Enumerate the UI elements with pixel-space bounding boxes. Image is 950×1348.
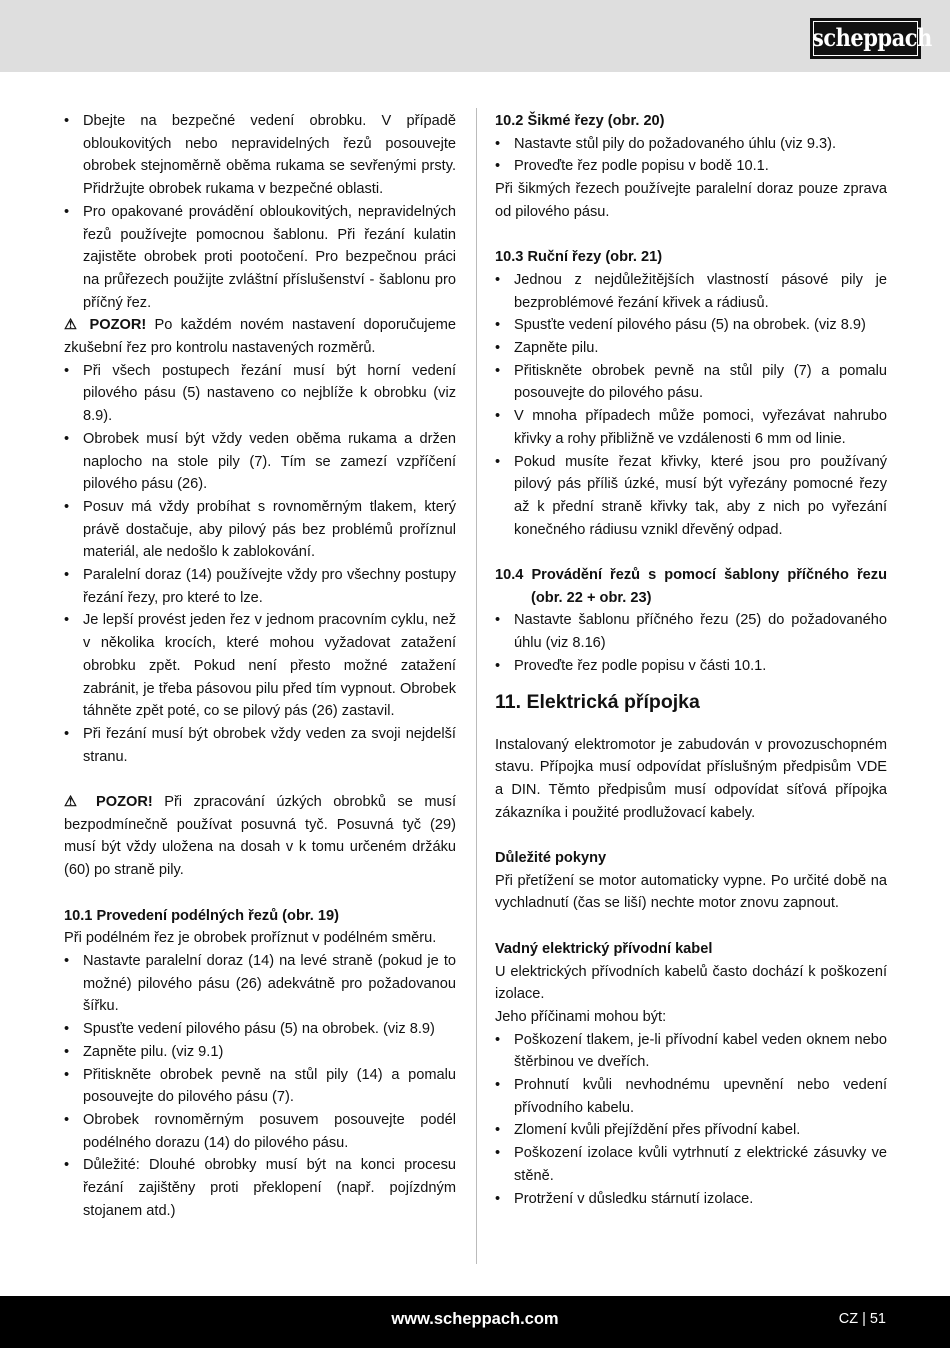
bullet-list <box>495 133 887 178</box>
paragraph: Instalovaný elektromotor je zabudován v provozuschopném stavu. Přípojka musí odpovídat příslušným předpisům VDE a DIN. Těmto předpisům musí odpovídat síťová přípojka zákazníka i použité prodlužovací kabely. <box>495 736 887 821</box>
right-column <box>495 110 887 1210</box>
list-item: • Spusťte vedení pilového pásu (5) na obrobek. (viz 8.9) <box>495 314 887 337</box>
list-item: • Při řezání musí být obrobek vždy veden za svoji nejdelší stranu. <box>64 723 456 768</box>
bullet-list <box>64 110 456 314</box>
list-item: • Nastavte šablonu příčného řezu (25) do požadovaného úhlu (viz 8.16) <box>495 609 887 654</box>
list-item: • Protržení v důsledku stárnutí izolace. <box>495 1188 887 1211</box>
section-heading: 10.3 Ruční řezy (obr. 21) <box>495 249 663 266</box>
list-item: • Posuv má vždy probíhat s rovnoměrným tlakem, který právě dostačuje, aby pilový pás bez problémů proříznul materiál, ale nedošlo k zablokování. <box>64 496 456 564</box>
left-column <box>64 110 456 1222</box>
warning-paragraph: ⚠ POZOR! Po každém novém nastavení doporučujeme zkušební řez pro kontrolu nastavených rozměrů. <box>64 317 456 357</box>
section-heading: Vadný elektrický přívodní kabel <box>495 940 713 957</box>
list-item: • Proveďte řez podle popisu v části 10.1. <box>495 655 887 678</box>
bullet-list <box>495 609 887 677</box>
section-heading: Důležité pokyny <box>495 850 607 867</box>
chapter-heading: 11. Elektrická přípojka <box>495 690 700 713</box>
list-item: • Zapněte pilu. <box>495 337 887 360</box>
list-item: • Pro opakované provádění obloukovitých, nepravidelných řezů používejte pomocnou šablonu. Při řezání kulatin zajistěte obrobek proti pootočení. Pro bezpečnou práci na průřezech použijte zvláštní příslušenství - šablonu pro příčný řez. <box>64 201 456 315</box>
bullet-list <box>64 360 456 769</box>
website-url: www.scheppach.com <box>391 1310 559 1328</box>
paragraph: Při přetížení se motor automaticky vypne. Po určité době na vychladnutí (čas se liší) nechte motor znovu zapnout. <box>495 872 887 912</box>
list-item: • Paralelní doraz (14) používejte vždy pro všechny postupy řezání řezy, pro které to lze. <box>64 564 456 609</box>
paragraph: Při podélném řez je obrobek proříznut v podélném směru. <box>64 930 437 947</box>
list-item: • Obrobek rovnoměrným posuvem posouvejte podél podélného dorazu (14) do pilového pásu. <box>64 1109 456 1154</box>
list-item: • Jednou z nejdůležitějších vlastností pásové pily je bezproblémové řezání křivek a rádiusů. <box>495 269 887 314</box>
paragraph: Jeho příčinami mohou být: <box>495 1008 667 1025</box>
list-item: • Důležité: Dlouhé obrobky musí být na konci procesu řezání zajištěny proti překlopení (např. pojízdným stojanem atd.) <box>64 1154 456 1222</box>
list-item: • Dbejte na bezpečné vedení obrobku. V případě obloukovitých nebo nepravidelných řezů posouvejte obrobek stejnoměrně oběma rukama se sevřenými prsty. Přidržujte obrobek rukama v bezpečné oblasti. <box>64 110 456 201</box>
section-heading: 10.4 Provádění řezů s pomocí šablony příčného řezu (obr. 22 + obr. 23) <box>495 567 887 606</box>
list-item: • V mnoha případech může pomoci, vyřezávat nahrubo křivky a rohy přibližně ve vzdálenosti 6 mm od linie. <box>495 405 887 450</box>
list-item: • Pokud musíte řezat křivky, které jsou pro používaný pilový pás příliš úzké, musí být vyřezány pomocné řezy až k přední straně křivky tak, aby z nich po vyřezání konečného rádiusu vznikl dřevěný odpad. <box>495 451 887 542</box>
page-number: CZ | 51 <box>838 1311 886 1327</box>
column-divider <box>476 108 477 1264</box>
bullet-list <box>495 1029 887 1211</box>
list-item: • Nastavte paralelní doraz (14) na levé straně (pokud je to možné) pilového pásu (26) adekvátně pro požadovanou šířku. <box>64 950 456 1018</box>
paragraph: Při šikmých řezech používejte paralelní doraz pouze zprava od pilového pásu. <box>495 181 887 220</box>
warning-label: ⚠ POZOR! <box>64 794 153 811</box>
list-item: • Zlomení kvůli přejíždění přes přívodní kabel. <box>495 1119 887 1142</box>
warning-label: ⚠ POZOR! <box>64 317 147 334</box>
section-heading: 10.1 Provedení podélných řezů (obr. 19) <box>64 907 339 924</box>
list-item: • Poškození izolace kvůli vytrhnutí z elektrické zásuvky ve stěně. <box>495 1142 887 1187</box>
list-item: • Přitiskněte obrobek pevně na stůl pily (7) a pomalu posouvejte do pilového pásu. <box>495 360 887 405</box>
list-item: • Přitiskněte obrobek pevně na stůl pily (14) a pomalu posouvejte do pilového pásu (7). <box>64 1064 456 1109</box>
bullet-list <box>495 269 887 541</box>
header-bar <box>0 0 950 72</box>
bullet-list <box>64 950 456 1222</box>
list-item: • Proveďte řez podle popisu v bodě 10.1. <box>495 155 887 178</box>
list-item: • Obrobek musí být vždy veden oběma rukama a držen naplocho na stole pily (7). Tím se zamezí vzpříčení pilového pásu (26). <box>64 428 456 496</box>
footer-bar <box>0 1296 950 1348</box>
list-item: • Zapněte pilu. (viz 9.1) <box>64 1041 456 1064</box>
list-item: • Poškození tlakem, je-li přívodní kabel veden oknem nebo štěrbinou ve dveřích. <box>495 1029 887 1074</box>
list-item: • Je lepší provést jeden řez v jednom pracovním cyklu, než v několika krocích, které mohou vyžadovat zatažení obrobku zpět. Pokud není přesto možné zatažení zabránit, je třeba pásovou pilu před tím vypnout. Obrobek táhněte zpět poté, co se pilový pás (26) zastavil. <box>64 609 456 723</box>
paragraph: U elektrických přívodních kabelů často dochází k poškození izolace. <box>495 963 887 1003</box>
list-item: • Spusťte vedení pilového pásu (5) na obrobek. (viz 8.9) <box>64 1018 456 1041</box>
section-heading: 10.2 Šikmé řezy (obr. 20) <box>495 113 665 129</box>
scheppach-logo: scheppach <box>810 18 921 59</box>
warning-paragraph: ⚠ POZOR! Při zpracování úzkých obrobků se musí bezpodmínečně používat posuvná tyč. Posuvná tyč (29) musí být vždy uložena na dosah v k tomu určeném držáku (60) po straně pily. <box>64 794 457 879</box>
list-item: • Prohnutí kvůli nevhodnému upevnění nebo vedení přívodního kabelu. <box>495 1074 887 1119</box>
list-item: • Nastavte stůl pily do požadovaného úhlu (viz 9.3). <box>495 133 887 156</box>
list-item: • Při všech postupech řezání musí být horní vedení pilového pásu (5) nastaveno co nejblíže k obrobku (viz 8.9). <box>64 360 456 428</box>
